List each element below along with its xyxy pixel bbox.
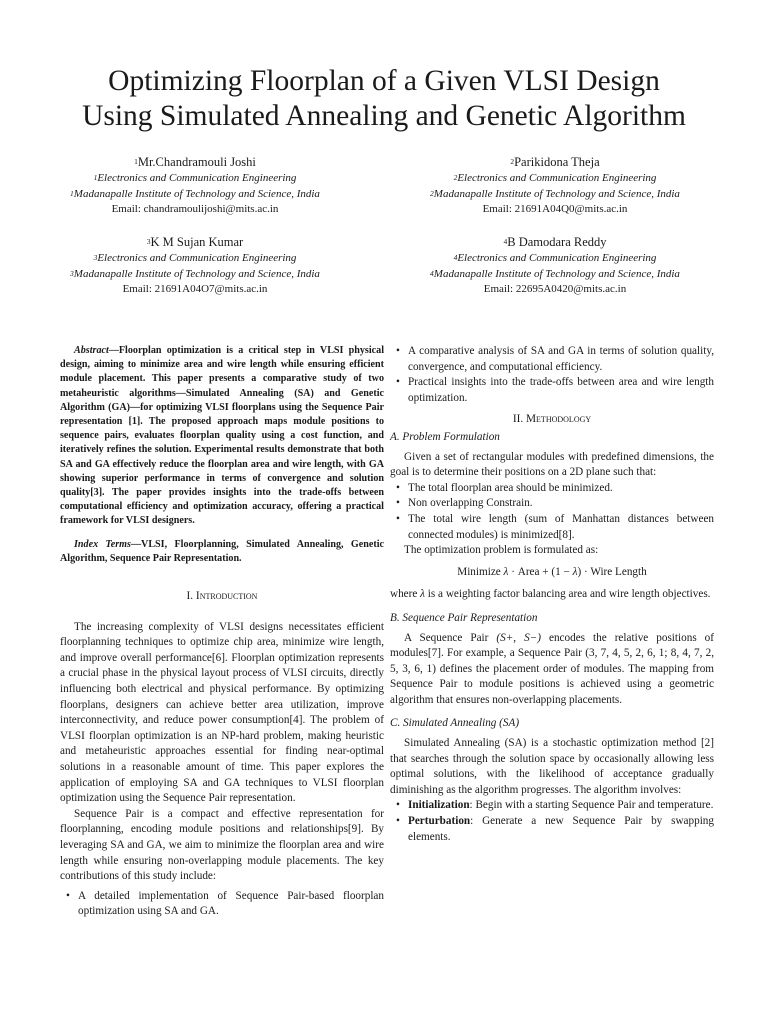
list-item-term: Initialization: [408, 799, 470, 812]
author-sup: 4: [430, 268, 434, 278]
bullet-icon: •: [396, 481, 400, 494]
author-email: Email: 22695A0420@mits.ac.in: [483, 283, 627, 295]
author-sup: 1: [93, 173, 98, 182]
problem-paragraph-2: The optimization problem is formulated as:: [404, 544, 599, 557]
list-item: [390, 798, 714, 814]
list-item: [390, 344, 714, 375]
section-heading-introduction: I. Introduction: [186, 590, 258, 603]
author-name: Parikidona Theja: [514, 155, 600, 169]
bullet-icon: •: [396, 376, 400, 389]
left-column: [60, 344, 384, 920]
author-sup: 4: [503, 237, 508, 246]
author-sup: 1: [70, 188, 74, 198]
sequence-pair-paragraph: [390, 631, 714, 709]
subsection-heading-simulated-annealing: C. Simulated Annealing (SA): [390, 717, 520, 730]
author-block-3: [40, 234, 350, 298]
sequence-pair-example: (3, 7, 4, 5, 2, 6, 1; 8, 4, 7, 2, 5, 3, 6, 1): [390, 647, 714, 675]
sa-steps-list: [390, 798, 714, 845]
sa-paragraph: Simulated Annealing (SA) is a stochastic optimization method [2] that searches through the solution space by occasionally allowing less optimal solutions, with the likelihood of acceptance gradually diminishing as the algorithm progresses. The algorithm involves:: [390, 737, 714, 796]
author-dept: Electronics and Communication Engineering: [97, 172, 297, 184]
list-item-term: Perturbation: [408, 815, 471, 828]
list-item-text: The total floorplan area should be minimized.: [408, 481, 613, 494]
author-sup: 4: [453, 253, 458, 262]
list-item-text: Non overlapping Constrain.: [408, 497, 533, 510]
list-item: [390, 512, 714, 543]
text-run: where: [390, 588, 418, 601]
subsection-heading-sequence-pair: B. Sequence Pair Representation: [390, 611, 538, 624]
eq-wire-length: Wire Length: [590, 565, 647, 578]
eq-minimize: Minimize: [457, 565, 501, 578]
title-line-1: Optimizing Floorplan of a Given VLSI Design: [108, 65, 660, 97]
title-line-2: Using Simulated Annealing and Genetic Algorithm: [82, 100, 686, 132]
intro-paragraph-1: The increasing complexity of VLSI designs necessitates efficient floorplanning techniques to optimize chip area, minimize wire length, and improve overall performance[6]. Floorplan optimization represents a crucial phase in the physical layout process of VLSI circuits, directly influencing both electrical and physical performance. By optimizing floorplans, designers can achieve better area utilization, improve interconnectivity, and reduce power consumption[4]. The problem of VLSI floorplan optimization is an NP-hard problem, making heuristic and metaheuristic approaches essential for finding near-optimal solutions in a reasonable amount of time. This paper explores the application of employing SA and GA techniques to VLSI floorplan optimization using the Sequence Pair representation.: [60, 620, 384, 805]
list-item: [390, 481, 714, 497]
bullet-icon: •: [396, 815, 400, 828]
list-item: [390, 375, 714, 406]
author-sup: 3: [146, 237, 151, 246]
list-item: [60, 889, 384, 920]
text-run: A Sequence Pair: [404, 631, 489, 644]
eq-lambda-2: λ: [572, 565, 578, 578]
author-sup: 2: [510, 157, 515, 166]
subsection-heading-problem-formulation: A. Problem Formulation: [390, 430, 500, 443]
objectives-list: [390, 481, 714, 543]
bullet-icon: •: [66, 889, 70, 902]
bullet-icon: •: [396, 497, 400, 510]
objective-equation: Minimize λ · Area + (1 − λ) · Wire Length: [457, 565, 647, 578]
paper-title: [20, 64, 748, 134]
bullet-icon: •: [396, 512, 400, 525]
author-sup: 3: [70, 268, 74, 278]
author-email: Email: 21691A04O7@mits.ac.in: [122, 283, 268, 295]
index-terms: [60, 538, 384, 566]
author-dept: Electronics and Communication Engineering: [97, 252, 297, 264]
index-terms-label: Index Terms: [74, 538, 131, 550]
abstract-label: Abstract: [74, 345, 109, 356]
author-institution: Madanapalle Institute of Technology and Science, India: [433, 187, 680, 200]
contributions-list: [60, 889, 384, 920]
eq-area: Area: [517, 565, 540, 578]
author-block-2: [400, 154, 710, 218]
bullet-icon: •: [396, 345, 400, 357]
abstract-text: —Floorplan optimization is a critical step in VLSI physical design, aiming to minimize area and wire length while ensuring efficient module placement. This paper presents a comparative study of two metaheuristic algorithms—Simulated Annealing (SA) and Genetic Algorithm (GA)—for optimizing VLSI floorplans using the Sequence Pair representation [1]. The proposed approach maps module positions to sequence pairs, evaluates floorplan quality using a cost function, and iteratively refines the solution. Experimental results demonstrate that both SA and GA effectively reduce the floorplan area and wire length, with GA showing superior performance in terms of convergence and solution quality[3]. The paper provides insights into the trade-offs between computational efficiency and optimization accuracy, offering a practical framework for VLSI designers.: [60, 345, 384, 527]
problem-paragraph-3: [390, 587, 714, 603]
eq-lambda: λ: [503, 565, 509, 578]
author-sup: 1: [134, 157, 138, 166]
text-run: is a weighting factor balancing area and wire length objectives.: [427, 588, 711, 601]
author-email: Email: 21691A04Q0@mits.ac.in: [482, 203, 628, 215]
eq-lambda-3: λ: [420, 588, 425, 601]
text-run: defines the placement order of modules. The mapping from Sequence Pair to module positions is achieved using a geometric algorithm that ensures non-overlapping placements.: [390, 662, 714, 706]
index-terms-text: —VLSI, Floorplanning, Simulated Annealing, Genetic Algorithm, Sequence Pair Representation.: [60, 538, 384, 564]
list-item: [390, 496, 714, 512]
section-heading-methodology: II. Methodology: [512, 413, 592, 426]
author-sup: 3: [93, 253, 98, 262]
problem-paragraph-1: Given a set of rectangular modules with predefined dimensions, the goal is to determine their positions on a 2D plane such that:: [390, 450, 714, 479]
abstract: [60, 344, 384, 529]
author-sup: 2: [453, 173, 458, 182]
author-dept: Electronics and Communication Engineering: [457, 172, 657, 184]
author-email: Email: chandramoulijoshi@mits.ac.in: [111, 203, 279, 215]
author-institution: Madanapalle Institute of Technology and Science, India: [73, 187, 320, 200]
author-dept: Electronics and Communication Engineering: [457, 252, 657, 264]
sequence-pair-symbol: (S+, S−): [496, 631, 541, 644]
text-run: encodes the relative positions of modules[7]. For example, a Sequence Pair: [390, 631, 715, 660]
author-name: B Damodara Reddy: [507, 235, 607, 249]
author-institution: Madanapalle Institute of Technology and Science, India: [73, 267, 320, 280]
contributions-list-continued: [390, 344, 714, 406]
author-name: K M Sujan Kumar: [150, 235, 244, 249]
author-block-1: [40, 154, 350, 218]
author-sup: 2: [430, 188, 434, 198]
list-item-text: The total wire length (sum of Manhattan distances between connected modules) is minimized[8].: [408, 512, 714, 541]
list-item-text: : Begin with a starting Sequence Pair and temperature.: [469, 799, 714, 812]
list-item-text: A detailed implementation of Sequence Pair-based floorplan optimization using SA and GA.: [78, 889, 384, 918]
author-block-4: [395, 234, 715, 298]
list-item-text: A comparative analysis of SA and GA in terms of solution quality, convergence, and computational efficiency.: [408, 345, 714, 373]
list-item: [390, 814, 714, 845]
author-institution: Madanapalle Institute of Technology and Science, India: [433, 267, 680, 280]
right-column: [390, 344, 714, 845]
intro-paragraph-2: Sequence Pair is a compact and effective representation for floorplanning, encoding module positions and relationships[9]. By leveraging SA and GA, we aim to minimize the floorplan area and wire length while ensuring non-overlapping module placements. The key contributions of this study include:: [60, 807, 384, 883]
list-item-text: Practical insights into the trade-offs between area and wire length optimization.: [408, 376, 714, 404]
bullet-icon: •: [396, 799, 400, 812]
list-item-text: : Generate a new Sequence Pair by swapping elements.: [408, 815, 714, 843]
author-name: Mr.Chandramouli Joshi: [137, 155, 256, 169]
